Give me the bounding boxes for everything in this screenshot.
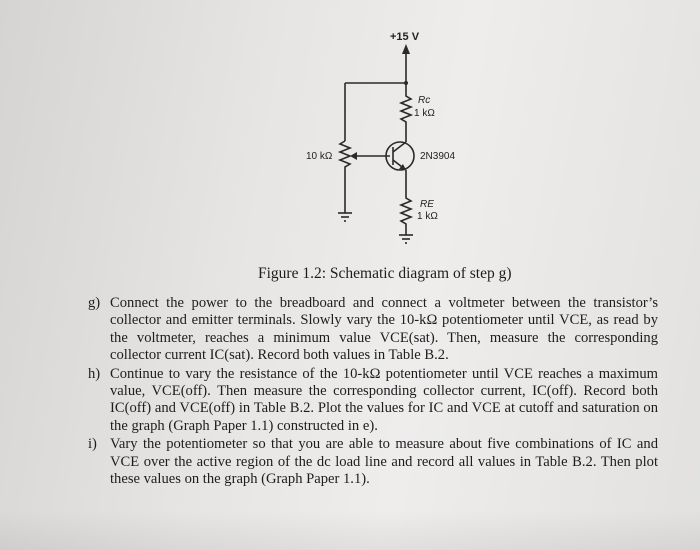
wiper-arrow-icon: [350, 152, 357, 160]
step-letter: g): [88, 295, 101, 311]
supply-label: +15 V: [390, 31, 420, 43]
pot-resistor-icon: [340, 141, 350, 213]
step-letter: i): [88, 436, 97, 453]
re-resistor-icon: [401, 188, 411, 235]
re-name-label: RE: [420, 199, 434, 210]
re-value-label: 1 kΩ: [417, 211, 438, 222]
steps-list: [88, 295, 658, 489]
step-h: [88, 366, 658, 436]
circuit-schematic: [290, 28, 480, 268]
pot-value-label: 10 kΩ: [306, 151, 333, 162]
rc-value-label: 1 kΩ: [414, 108, 435, 119]
transistor-label: 2N3904: [420, 151, 456, 162]
step-g: [88, 295, 658, 365]
step-text: Vary the potentiometer so that you are able to measure about five combinations of IC and VCE over the active region of the dc load line and record all values in Table B.2. Then plot these values on the graph (Graph Paper 1.1).: [110, 436, 658, 488]
rc-resistor-icon: [401, 83, 411, 138]
step-letter: h): [88, 365, 101, 382]
step-text: Connect the power to the breadboard and connect a voltmeter between the transistor’s collector and emitter terminals. Slowly vary the 10-kΩ potentiometer until VCE, as read by the voltmeter, reaches a minimum value VCE(sat). Then, measure the corresponding collector current IC(sat). Record both values in Table B.2.: [110, 295, 658, 364]
supply-arrow-icon: [402, 44, 410, 54]
step-i: [88, 436, 658, 488]
figure-caption: Figure 1.2: Schematic diagram of step g): [258, 265, 512, 282]
page-shadow: [0, 510, 700, 550]
step-text: Continue to vary the resistance of the 10-kΩ potentiometer until VCE reaches a maximum value, VCE(off). Then measure the corresponding collector current, IC(off). Record both IC(off) and VCE(off) in Table B.2. Plot the values for IC and VCE at cutoff and saturation on the graph (Graph Paper 1.1) constructed in e).: [110, 365, 658, 434]
rc-name-label: Rc: [418, 95, 431, 106]
